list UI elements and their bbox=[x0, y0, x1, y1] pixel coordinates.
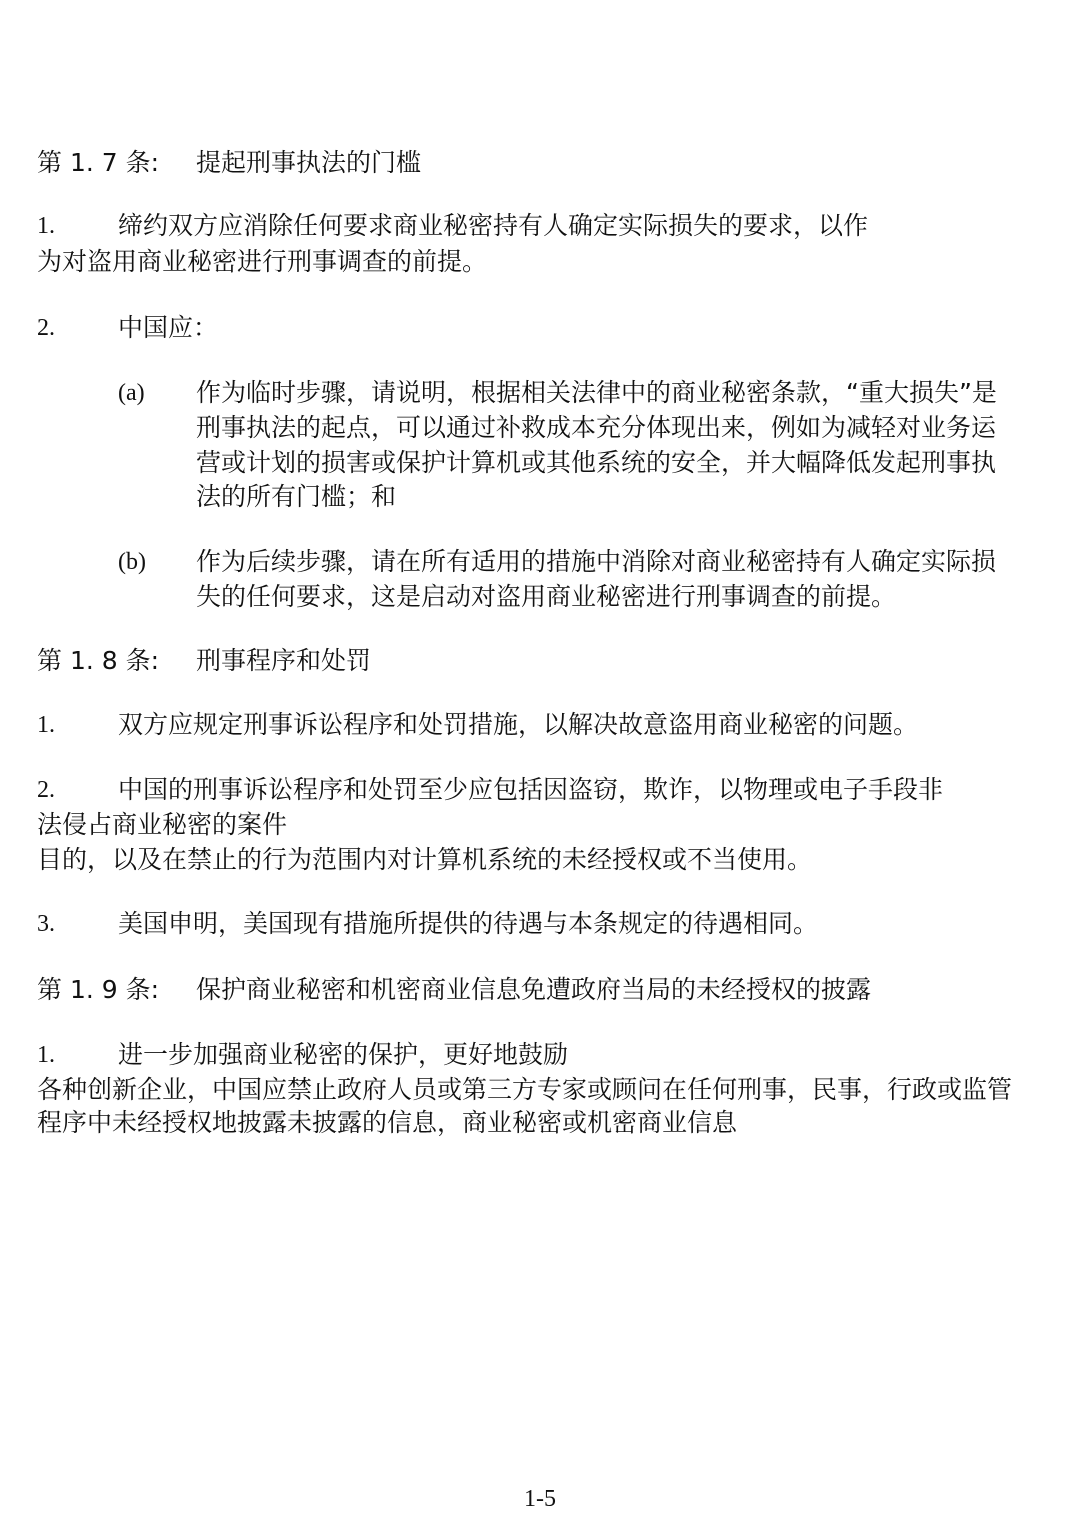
page-number: 1-5 bbox=[524, 1486, 556, 1512]
paragraph-text: 目的，以及在禁止的行为范围内对计算机系统的未经授权或不当使用。 bbox=[37, 845, 813, 874]
subitem-text: 失的任何要求，这是启动对盗用商业秘密进行刑事调查的前提。 bbox=[196, 582, 897, 611]
paragraph-number: 1. bbox=[37, 712, 55, 738]
paragraph-text: 为对盗用商业秘密进行刑事调查的前提。 bbox=[37, 247, 488, 276]
paragraph-text: 进一步加强商业秘密的保护，更好地鼓励 bbox=[118, 1040, 569, 1069]
paragraph-text: 缔约双方应消除任何要求商业秘密持有人确定实际损失的要求，以作 bbox=[118, 211, 869, 240]
subitem-text: 营或计划的损害或保护计算机或其他系统的安全，并大幅降低发起刑事执 bbox=[196, 448, 997, 477]
subitem-label: (b) bbox=[118, 549, 146, 575]
section-heading-1-7 bbox=[37, 146, 159, 180]
paragraph-number: 2. bbox=[37, 315, 55, 341]
subitem-text: 作为后续步骤，请在所有适用的措施中消除对商业秘密持有人确定实际损 bbox=[196, 547, 997, 576]
section-title: 刑事程序和处罚 bbox=[196, 646, 372, 675]
subitem-label: (a) bbox=[118, 380, 145, 406]
paragraph-number: 2. bbox=[37, 777, 55, 803]
section-title: 提起刑事执法的门槛 bbox=[196, 148, 422, 177]
paragraph-number: 3. bbox=[37, 911, 55, 937]
paragraph-text: 中国应： bbox=[118, 313, 219, 342]
paragraph-number: 1. bbox=[37, 213, 55, 239]
section-label: 第 1. 9 条: bbox=[37, 975, 160, 1004]
paragraph-text: 美国申明，美国现有措施所提供的待遇与本条规定的待遇相同。 bbox=[118, 909, 819, 938]
section-heading-1-9 bbox=[37, 973, 159, 1007]
paragraph-text: 中国的刑事诉讼程序和处罚至少应包括因盗窃，欺诈，以物理或电子手段非 bbox=[118, 775, 944, 804]
paragraph-text: 各种创新企业，中国应禁止政府人员或第三方专家或顾问在任何刑事，民事，行政或监管 bbox=[37, 1075, 1013, 1104]
paragraph-text: 双方应规定刑事诉讼程序和处罚措施，以解决故意盗用商业秘密的问题。 bbox=[118, 710, 919, 739]
section-heading-1-8 bbox=[37, 644, 159, 678]
subitem-text: 刑事执法的起点，可以通过补救成本充分体现出来，例如为减轻对业务运 bbox=[196, 413, 997, 442]
section-label: 第 1. 8 条: bbox=[37, 646, 160, 675]
subitem-text: 作为临时步骤，请说明，根据相关法律中的商业秘密条款，“重大损失”是 bbox=[196, 378, 997, 407]
paragraph-text: 程序中未经授权地披露未披露的信息，商业秘密或机密商业信息 bbox=[37, 1108, 738, 1137]
section-title: 保护商业秘密和机密商业信息免遭政府当局的未经授权的披露 bbox=[196, 975, 872, 1004]
subitem-text: 法的所有门槛；和 bbox=[196, 482, 397, 511]
paragraph-number: 1. bbox=[37, 1042, 55, 1068]
paragraph-text: 法侵占商业秘密的案件 bbox=[37, 810, 288, 839]
section-label: 第 1. 7 条: bbox=[37, 148, 160, 177]
